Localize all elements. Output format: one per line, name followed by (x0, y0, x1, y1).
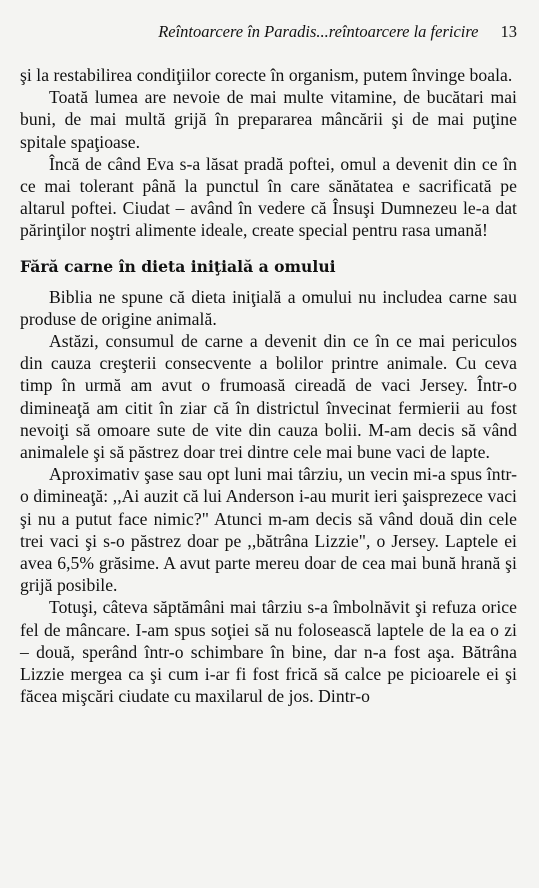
section-heading: Fără carne în dieta iniţială a omului (20, 256, 336, 276)
paragraph: Totuşi, câteva săptămâni mai târziu s-a îmbolnăvit şi refuza orice fel de mâncare. I-am spus soţiei să nu folosească laptele de la ea o zi – două, sperând într-o schimbare în bine, dar n-a fost aşa. Bătrâna Lizzie mergea ca şi cum i-ar fi fost frică să calce pe picioarele ei şi făcea mişcări ciudate cu maxilarul de jos. Dintr-o (20, 597, 517, 707)
running-title: Reîntoarcere în Paradis...reîntoarcere la fericire (158, 22, 479, 41)
page-body (20, 64, 517, 707)
paragraph: Încă de când Eva s-a lăsat pradă poftei, omul a devenit din ce în ce mai tolerant până la punctul în care sănătatea e sacrificată pe altarul poftei. Ciudat – având în vedere că Însuşi Dumnezeu le-a dat părinţilor noştri alimente ideale, create special pentru rasa umană! (20, 153, 517, 241)
paragraph-continued: şi la restabilirea condiţiilor corecte în organism, putem învinge boala. (20, 65, 513, 85)
paragraph: Biblia ne spune că dieta iniţială a omului nu includea carne sau produse de origine animală. (20, 286, 517, 329)
paragraph: Astăzi, consumul de carne a devenit din ce în ce mai periculos din cauza creşterii consecvente a bolilor printre animale. Cu ceva timp în urmă am avut o frumoasă cireadă de vaci Jersey. Într-o dimineaţă am citit în ziar că în districtul învecinat fermierii au fost nevoiţi să omoare sute de vite din cauza bolii. M-am decis să vând animalele şi să păstrez doar trei dintre cele mai bune vaci de lapte. (20, 331, 517, 463)
page-number: 13 (500, 22, 517, 41)
paragraph: Aproximativ şase sau opt luni mai târziu, un vecin mi-a spus într-o dimineaţă: ,,Ai auzit că lui Anderson i-au murit ieri şaisprezece vaci şi nu a putut face nimic?" Atunci m-am decis să vând două din cele trei vaci şi s-o păstrez doar pe ,,bătrâna Lizzie", o Jersey. Laptele ei avea 6,5% grăsime. A avut parte mereu doar de cea mai bună hrană şi grijă posibile. (20, 464, 517, 596)
running-header (20, 22, 517, 42)
paragraph: Toată lumea are nevoie de mai multe vitamine, de bucătari mai buni, de mai multă grijă în prepararea mâncării şi de mai puţine spitale spaţioase. (20, 87, 517, 152)
